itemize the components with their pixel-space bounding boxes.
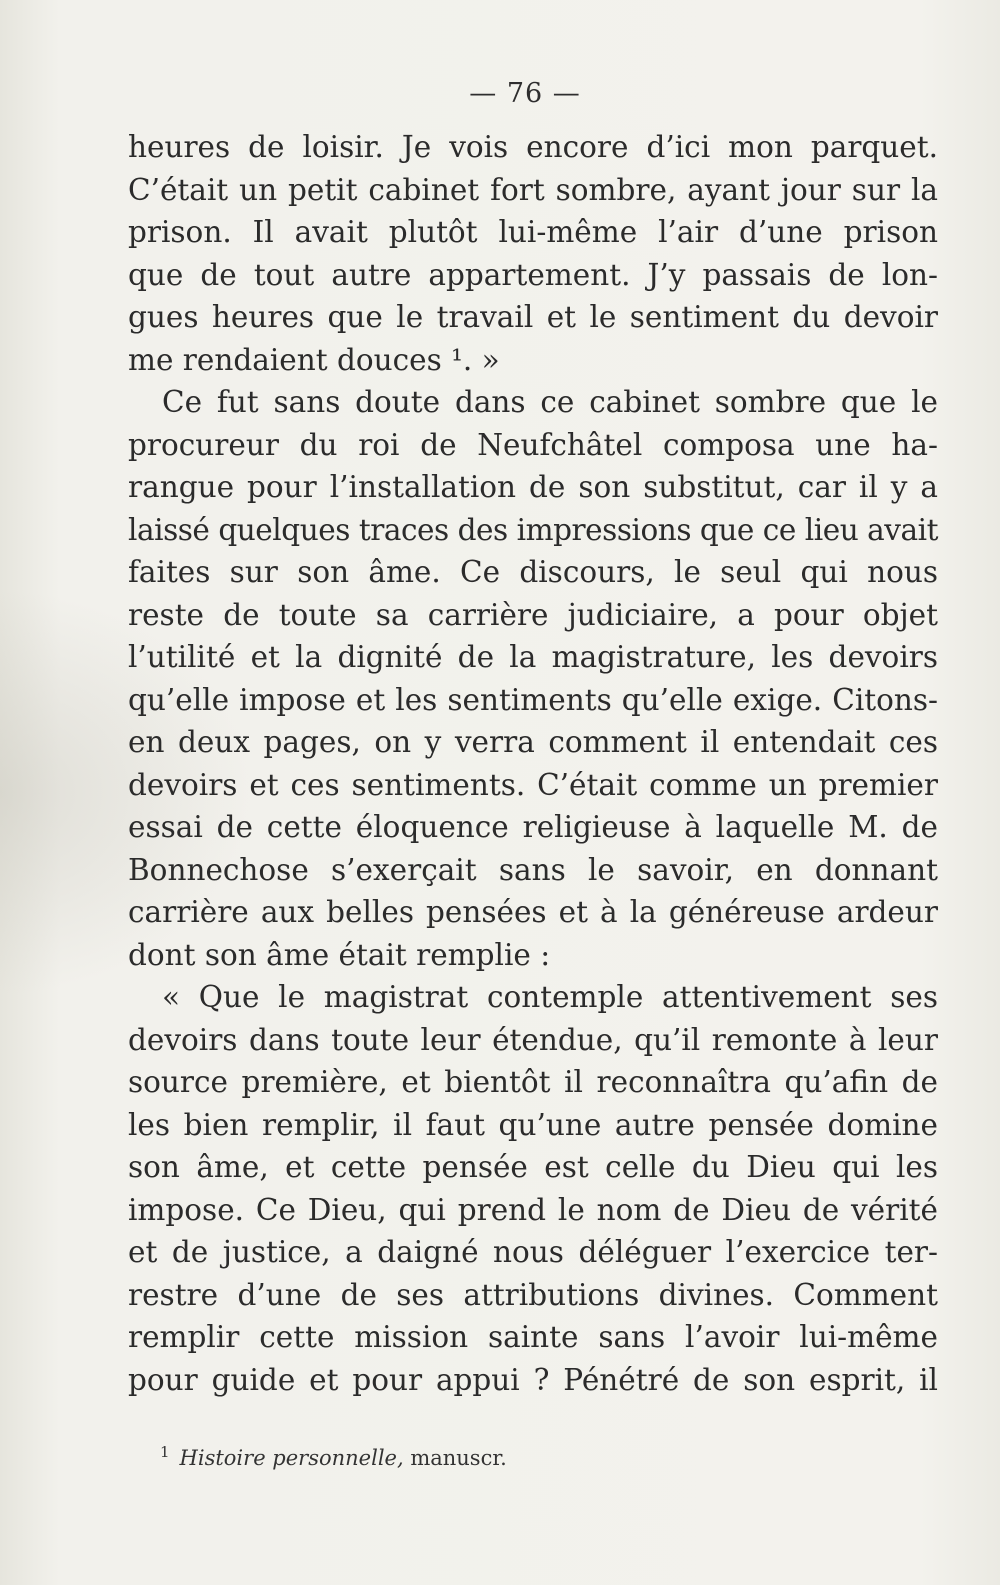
footnote-rest: manuscr.: [410, 1446, 507, 1470]
text-line: les bien remplir, il faut qu’une autre pensée domine: [128, 1107, 938, 1142]
text-line: restre d’une de ses attributions divines. Comment: [128, 1277, 938, 1312]
text-line: l’utilité et la dignité de la magistrature, les devoirs: [128, 640, 938, 674]
text-line: Bonnechose s’exerçait sans le savoir, en donnant: [128, 852, 938, 887]
footnote-marker: 1: [160, 1443, 170, 1461]
text-line: carrière aux belles pensées et à la généreuse ardeur: [128, 895, 938, 929]
text-line: et de justice, a daigné nous déléguer l’exercice ter-: [128, 1235, 938, 1269]
page-number: — 76 —: [469, 78, 581, 109]
text-line: faites sur son âme. Ce discours, le seul qui nous: [128, 555, 938, 589]
text-line: essai de cette éloquence religieuse à laquelle M. de: [128, 810, 938, 844]
text-line: prison. Il avait plutôt lui-même l’air d’une prison: [128, 215, 938, 249]
text-line: rangue pour l’installation de son substitut, car il y a: [128, 470, 938, 504]
text-line: pour guide et pour appui ? Pénétré de son esprit, il: [128, 1362, 938, 1397]
text-line: devoirs dans toute leur étendue, qu’il remonte à leur: [128, 1022, 938, 1057]
text-line: remplir cette mission sainte sans l’avoir lui-même: [128, 1320, 938, 1354]
text-line: reste de toute sa carrière judiciaire, a pour objet: [128, 597, 938, 632]
footnote: [160, 1443, 507, 1470]
text-line: heures de loisir. Je vois encore d’ici mon parquet.: [128, 130, 938, 164]
text-line: source première, et bientôt il reconnaîtra qu’afin de: [128, 1065, 938, 1099]
text-line: procureur du roi de Neufchâtel composa une ha-: [128, 427, 938, 462]
text-line: qu’elle impose et les sentiments qu’elle exige. Citons-: [128, 682, 938, 717]
text-line: laissé quelques traces des impressions que ce lieu avait: [128, 512, 938, 547]
text-line: dont son âme était remplie :: [128, 937, 551, 972]
text-line: en deux pages, on y verra comment il entendait ces: [128, 725, 938, 759]
text-line: gues heures que le travail et le sentiment du devoir: [128, 300, 938, 334]
text-line: C’était un petit cabinet fort sombre, ayant jour sur la: [128, 172, 938, 207]
text-line: devoirs et ces sentiments. C’était comme un premier: [128, 767, 938, 802]
footnote-title: Histoire personnelle,: [179, 1446, 404, 1470]
text-line: son âme, et cette pensée est celle du Dieu qui les: [128, 1150, 938, 1184]
text-line: Ce fut sans doute dans ce cabinet sombre que le: [162, 385, 938, 419]
text-line: « Que le magistrat contemple attentivement ses: [162, 980, 938, 1014]
text-line: que de tout autre appartement. J’y passais de lon-: [128, 257, 938, 292]
text-line: impose. Ce Dieu, qui prend le nom de Dieu de vérité: [128, 1192, 938, 1227]
body-text: [128, 126, 938, 1401]
text-line: me rendaient douces ¹. »: [128, 342, 500, 377]
